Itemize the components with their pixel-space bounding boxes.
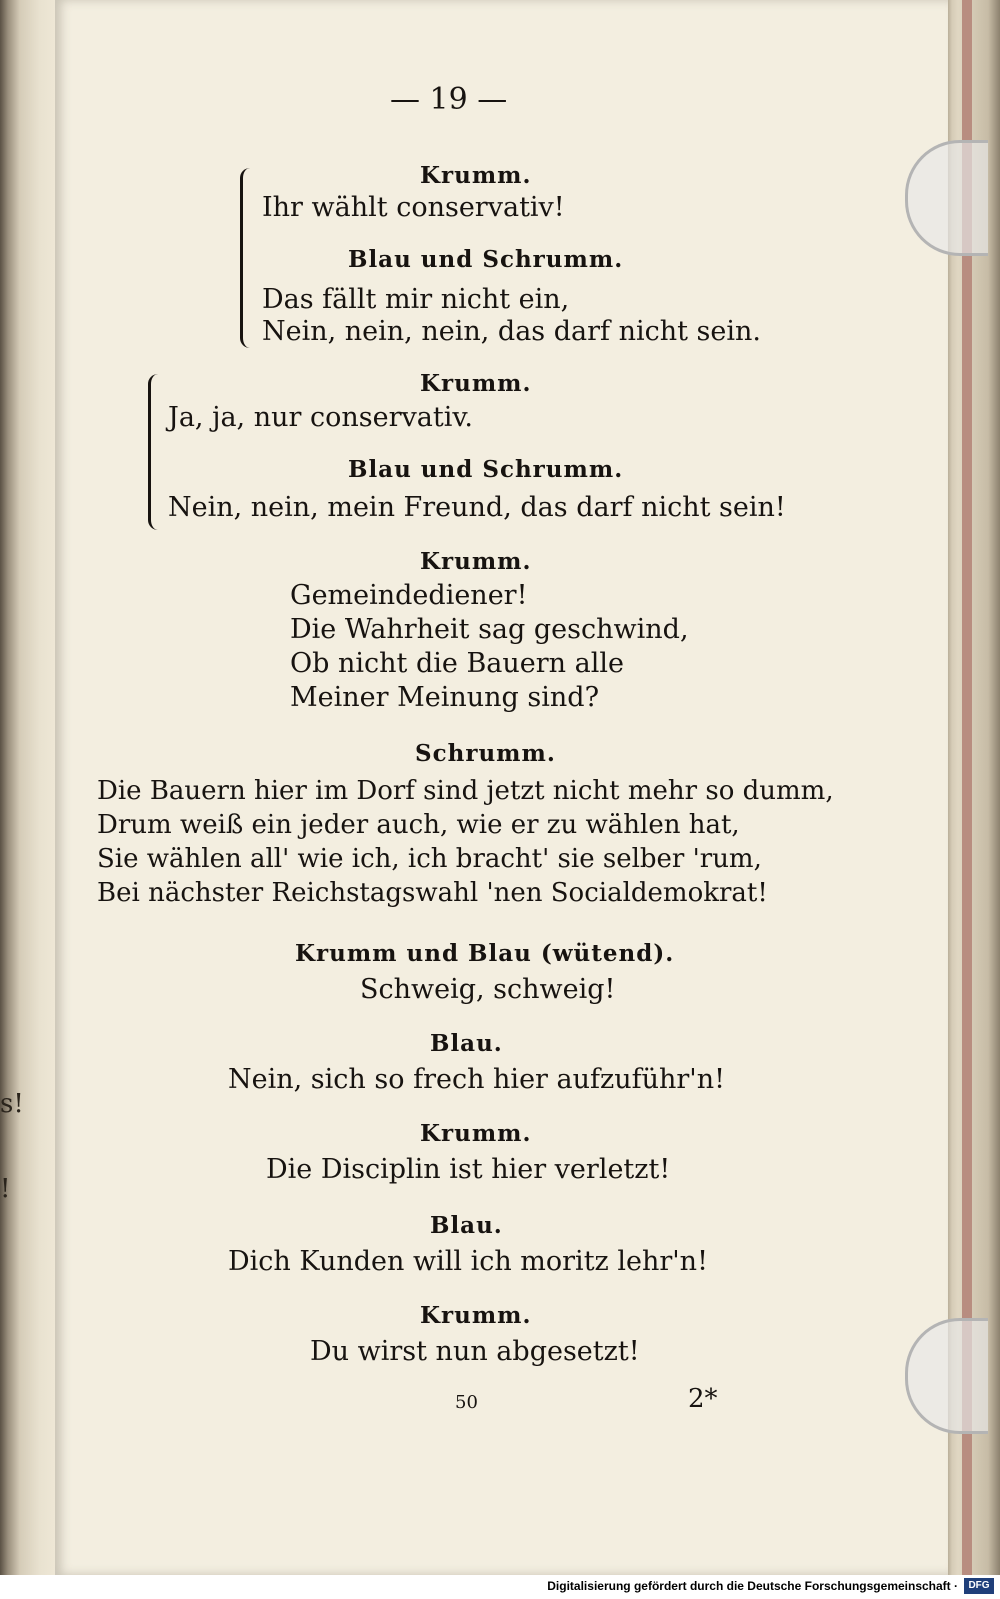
- verse-line: Dich Kunden will ich moritz lehr'n!: [228, 1246, 708, 1277]
- speaker-label: Krumm.: [420, 1120, 532, 1147]
- left-page-edge: [0, 0, 58, 1575]
- speaker-label: Blau und Schrumm.: [348, 456, 624, 483]
- speaker-label: Blau.: [430, 1030, 503, 1057]
- verse-line: Bei nächster Reichstagswahl 'nen Socialdemokrat!: [97, 878, 768, 908]
- verse-line: Schweig, schweig!: [360, 974, 616, 1005]
- verse-line: Ja, ja, nur conservativ.: [168, 402, 473, 433]
- stage-brace: [240, 168, 257, 348]
- speaker-label: Krumm und Blau (wütend).: [295, 940, 675, 967]
- stage-brace: [148, 374, 165, 530]
- speaker-label: Blau.: [430, 1212, 503, 1239]
- verse-line: Nein, nein, mein Freund, das darf nicht sein!: [168, 492, 786, 523]
- verse-line: Du wirst nun abgesetzt!: [310, 1336, 640, 1367]
- left-page-bleed: [0, 1085, 24, 1209]
- bleed-text: s!: [0, 1089, 24, 1119]
- verse-line: Nein, sich so frech hier aufzuführ'n!: [228, 1064, 725, 1095]
- bleed-text: !: [0, 1174, 11, 1204]
- signature-page: 50: [455, 1392, 478, 1413]
- verse-line: Ihr wählt conservativ!: [262, 192, 565, 223]
- verse-line: Die Disciplin ist hier verletzt!: [266, 1154, 671, 1185]
- speaker-label: Blau und Schrumm.: [348, 246, 624, 273]
- verse-line: Meiner Meinung sind?: [290, 682, 600, 713]
- verse-line: Sie wählen all' wie ich, ich bracht' sie selber 'rum,: [97, 844, 762, 874]
- signature-mark: 2*: [688, 1384, 718, 1414]
- footer-bar: [0, 1575, 1000, 1599]
- verse-line: Das fällt mir nicht ein,: [262, 284, 570, 315]
- verse-line: Gemeindediener!: [290, 580, 528, 611]
- dfg-logo: DFG: [964, 1578, 994, 1594]
- verse-line: Die Wahrheit sag geschwind,: [290, 614, 689, 645]
- speaker-label: Schrumm.: [415, 740, 556, 767]
- verse-line: Ob nicht die Bauern alle: [290, 648, 624, 679]
- speaker-label: Krumm.: [420, 370, 532, 397]
- funding-credit: Digitalisierung gefördert durch die Deutsche Forschungsgemeinschaft ·: [547, 1579, 958, 1593]
- speaker-label: Krumm.: [420, 1302, 532, 1329]
- speaker-label: Krumm.: [420, 548, 532, 575]
- verse-line: Die Bauern hier im Dorf sind jetzt nicht mehr so dumm,: [97, 776, 834, 806]
- speaker-label: Krumm.: [420, 162, 532, 189]
- verse-line: Nein, nein, nein, das darf nicht sein.: [262, 316, 761, 347]
- verse-line: Drum weiß ein jeder auch, wie er zu wählen hat,: [97, 810, 740, 840]
- page-number: — 19 —: [390, 82, 508, 117]
